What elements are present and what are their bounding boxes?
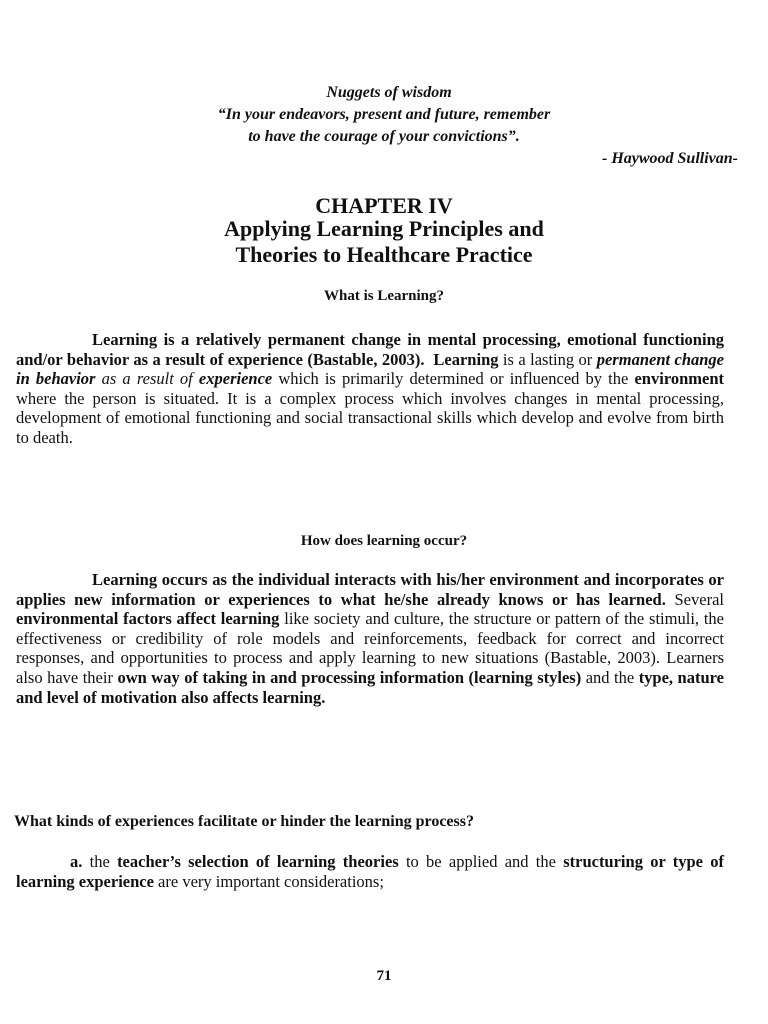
section-heading-what-is-learning: What is Learning? (323, 288, 444, 304)
p3-emphasis-theories: teacher’s selection of learning theories (117, 852, 399, 871)
paragraph-definition (16, 330, 724, 448)
p3-emphasis-structuring: structuring or type of learning experience (16, 852, 724, 891)
epigraph-author: - Haywood Sullivan- (601, 150, 738, 167)
epigraph-quote-line-2: to have the courage of your convictions”. (248, 128, 520, 145)
p2-emphasis-motivation: type, nature and level of motivation also affects learning. (16, 667, 725, 707)
p3-text-3: are very important considerations; (153, 871, 384, 891)
p2-bold-intro: Learning occurs as the individual interacts with his/her environment and incorporates or applies new information or experiences to what he/she already knows or has learned. (16, 570, 724, 609)
p1-term: Learning (433, 349, 499, 369)
epigraph (0, 82, 768, 170)
list-marker-a: a. (70, 852, 83, 871)
epigraph-title: Nuggets of wisdom (326, 84, 452, 101)
p1-text-4: where the person is situated. It is a complex process which involves changes in mental processing, development of emotional functioning and social transactional skills which develop and evolve from birth to death. (16, 388, 724, 447)
section-heading-experiences: What kinds of experiences facilitate or hinder the learning process? (14, 813, 474, 830)
chapter-title-line-1: Applying Learning Principles and (224, 216, 544, 241)
paragraph-how-learning-occurs (16, 570, 724, 707)
epigraph-quote-line-1: “In your endeavors, present and future, remember (217, 106, 551, 123)
p3-text-1: the (82, 852, 118, 871)
chapter-number: CHAPTER IV (315, 193, 453, 218)
p1-bold-definition: Learning is a relatively permanent change in mental processing, emotional functioning and/or behavior as a result of experience (Bastable, 2003). (16, 330, 724, 369)
page-number: 71 (376, 968, 392, 984)
p3-text-2: to be applied and the (398, 852, 564, 871)
p1-emphasis-environment: environment (634, 369, 725, 389)
p2-text-2: like society and culture, the structure or pattern of the stimuli, the effectiveness or credibility of role models and reinforcements, feedback for correct and incorrect responses, and opportunities to process and apply learning to new situations (Bastable, 2003). Learners also have their (16, 609, 725, 687)
p2-text-3: and the (581, 667, 639, 687)
p1-text-3: which is primarily determined or influenced by the (272, 369, 635, 389)
p1-text-1: is a lasting or (498, 349, 597, 369)
paragraph-item-a (16, 852, 724, 891)
p1-emphasis-experience: experience (198, 369, 273, 389)
p2-emphasis-factors: environmental factors affect learning (16, 609, 280, 629)
p1-text-2: as a result of (95, 369, 199, 389)
p1-emphasis-change: permanent change in behavior (16, 349, 725, 389)
section-heading-how-learning-occurs: How does learning occur? (300, 533, 468, 549)
chapter-title-line-2: Theories to Healthcare Practice (235, 242, 533, 267)
p2-emphasis-learning-styles: own way of taking in and processing information (learning styles) (117, 667, 582, 687)
p2-text-1: Several (665, 589, 724, 609)
